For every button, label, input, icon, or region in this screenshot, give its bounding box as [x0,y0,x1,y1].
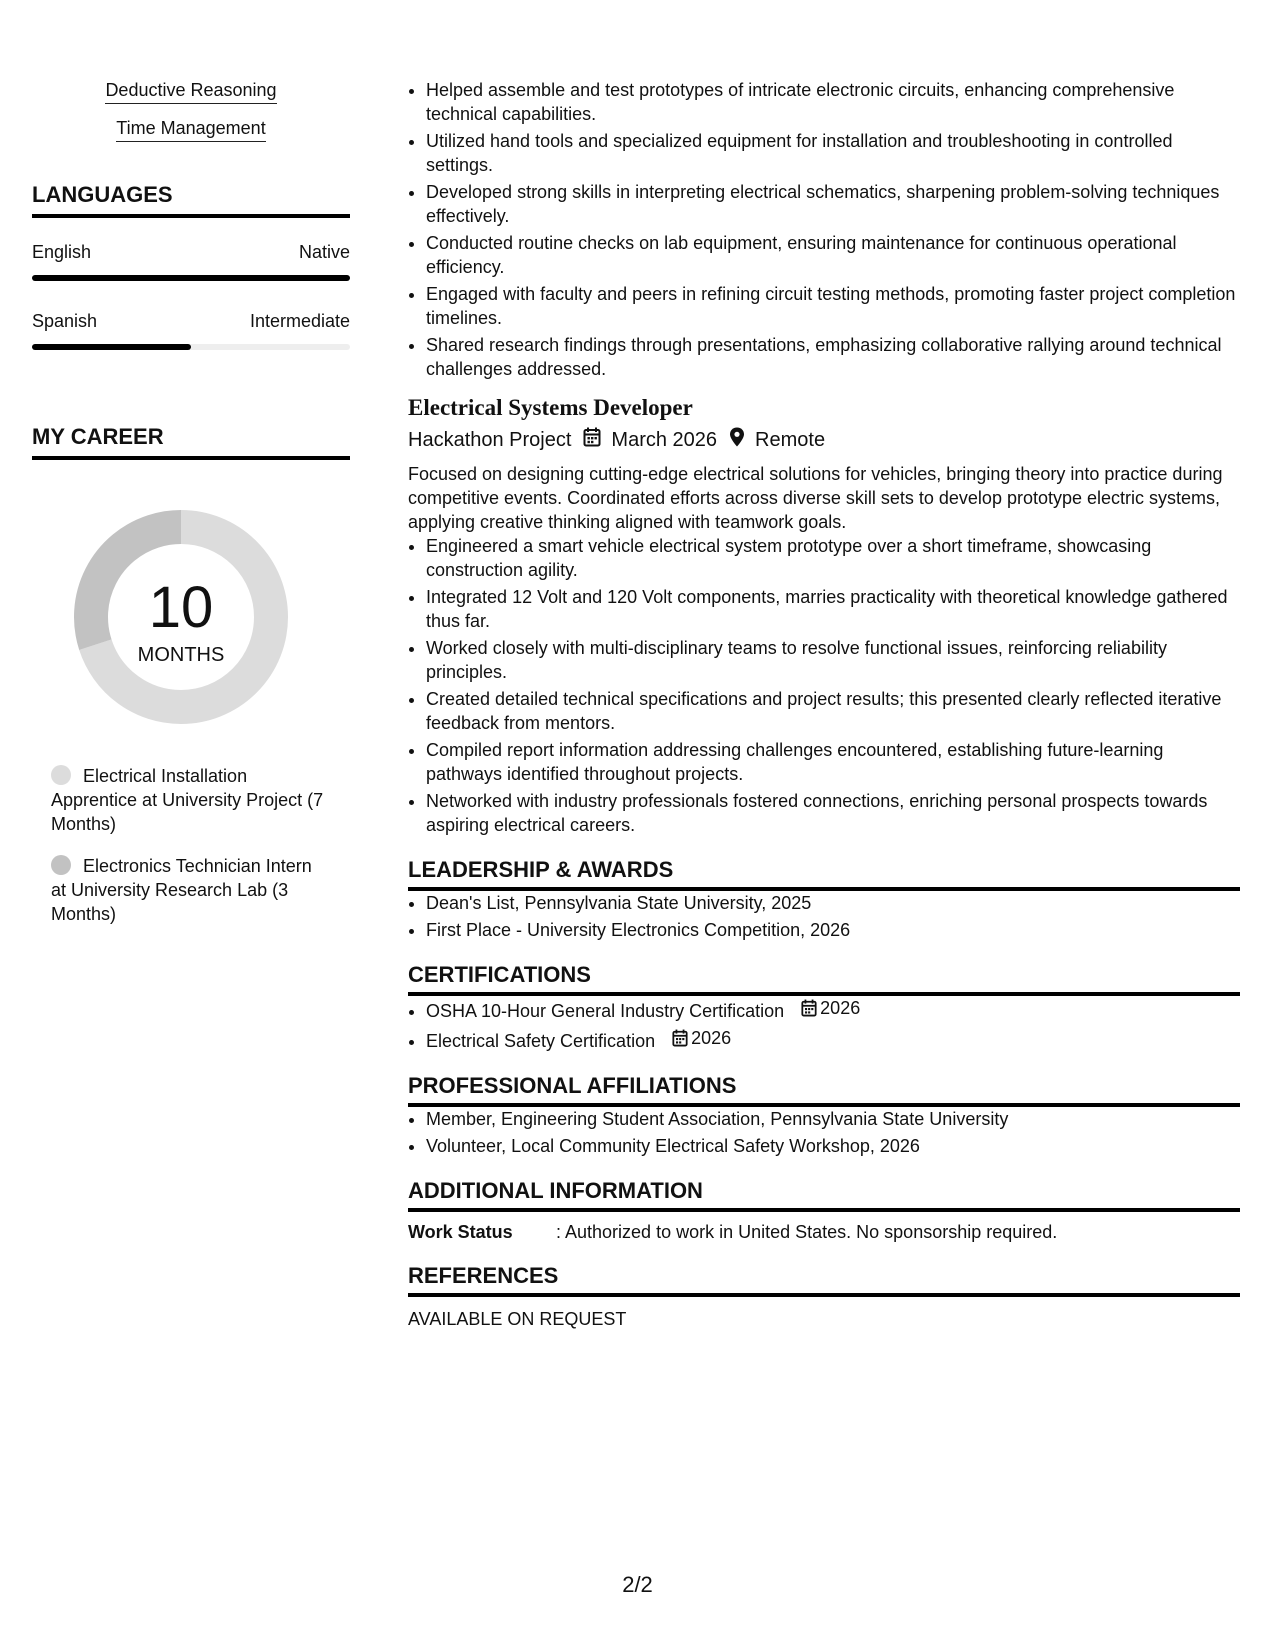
language-english [32,242,350,281]
legend-dot [51,855,71,875]
language-name: English [32,242,92,262]
certification-name: OSHA 10-Hour General Industry Certification [426,1001,785,1021]
list-item: • Compiled report information addressing challenges encountered, establishing future-learning pathways identified throughout projects. [426,738,1240,786]
career-heading: MY CAREER [32,424,350,460]
job-bullets [408,534,1240,837]
list-item: • Integrated 12 Volt and 120 Volt components, marries practicality with theoretical knowledge gathered thus far. [426,585,1240,633]
skill-label: Deductive Reasoning [105,80,276,104]
skill-item [32,80,350,104]
job-company: Hackathon Project [408,428,572,451]
work-status-row [408,1222,1240,1243]
career-legend [32,764,350,926]
job-location: Remote [755,428,826,451]
language-level: Intermediate [249,311,350,331]
leadership-section [408,857,1240,942]
career-legend-label: Electrical Installation Apprentice at University Project (7 Months) [51,766,324,834]
skill-item [32,118,350,142]
additional-info-section [408,1178,1240,1243]
affiliations-heading: PROFESSIONAL AFFILIATIONS [408,1073,1240,1107]
list-item: • Dean's List, Pennsylvania State University, 2025 [426,891,1240,915]
list-item: • Engaged with faculty and peers in refining circuit testing methods, promoting faster project completion timelines. [426,282,1240,330]
job-title: Electrical Systems Developer [408,395,693,420]
leadership-heading: LEADERSHIP & AWARDS [408,857,1240,891]
list-item: • Conducted routine checks on lab equipment, ensuring maintenance for continuous operational efficiency. [426,231,1240,279]
list-item: • Utilized hand tools and specialized equipment for installation and troubleshooting in controlled settings. [426,129,1240,177]
right-column [408,78,1240,1330]
list-item: • Volunteer, Local Community Electrical Safety Workshop, 2026 [426,1134,1240,1158]
list-item: • Networked with industry professionals fostered connections, enriching personal prospects towards aspiring electrical careers. [426,789,1240,837]
language-level: Native [298,242,350,262]
references-heading: REFERENCES [408,1263,1240,1297]
languages-section [32,182,350,350]
languages-heading: LANGUAGES [32,182,350,218]
career-total-number: 10 [148,575,214,640]
certifications-list [408,996,1240,1053]
left-column [32,80,350,940]
list-item [426,996,1240,1023]
job-date: March 2026 [611,428,718,451]
certification-year: 2026 [691,1028,732,1048]
calendar-icon [583,427,601,453]
legend-dot [51,765,71,785]
job-entry [408,395,1240,837]
certification-year-wrap [672,1026,731,1050]
language-proficiency-bar [32,275,350,281]
language-name: Spanish [32,311,98,331]
language-spanish [32,311,350,350]
career-section [32,424,350,926]
list-item: • Worked closely with multi-disciplinary teams to resolve functional issues, reinforcing reliability principles. [426,636,1240,684]
certification-name: Electrical Safety Certification [426,1031,656,1051]
career-donut-chart [66,502,296,732]
language-proficiency-fill [32,275,350,281]
references-text: AVAILABLE ON REQUEST [408,1309,627,1329]
list-item: • Shared research findings through presentations, emphasizing collaborative rallying around technical challenges addressed. [426,333,1240,381]
list-item: • Engineered a smart vehicle electrical system prototype over a short timeframe, showcasing construction agility. [426,534,1240,582]
work-status-value: : Authorized to work in United States. No sponsorship required. [556,1222,1058,1242]
list-item: • Member, Engineering Student Association, Pennsylvania State University [426,1107,1240,1131]
list-item [426,1026,1240,1053]
certification-year-wrap [801,996,860,1020]
job-description: Focused on designing cutting-edge electrical solutions for vehicles, bringing theory into practice during competitive events. Coordinated efforts across diverse skill sets to develop prototype electric systems, applying creative thinking aligned with teamwork goals. [408,464,1223,532]
work-status-label: Work Status [408,1222,513,1242]
page-number: 2/2 [622,1572,653,1597]
career-legend-item [51,854,331,926]
certification-year: 2026 [820,998,861,1018]
career-total-unit: MONTHS [137,644,225,666]
additional-info-heading: ADDITIONAL INFORMATION [408,1178,1240,1212]
affiliations-section [408,1073,1240,1158]
list-item: • Helped assemble and test prototypes of intricate electronic circuits, enhancing comprehensive technical capabilities. [426,78,1240,126]
list-item: • First Place - University Electronics Competition, 2026 [426,918,1240,942]
leadership-list [408,891,1240,942]
certifications-section [408,962,1240,1053]
language-proficiency-fill [32,344,191,350]
job-meta [408,427,1240,453]
certifications-heading: CERTIFICATIONS [408,962,1240,996]
calendar-icon [672,1029,688,1047]
language-proficiency-bar [32,344,350,350]
references-section [408,1263,1240,1330]
career-legend-item [51,764,331,836]
previous-job-bullets [408,78,1240,381]
skill-label: Time Management [116,118,265,142]
career-legend-label: Electronics Technician Intern at University Research Lab (3 Months) [51,856,312,924]
calendar-icon [801,999,817,1017]
affiliations-list [408,1107,1240,1158]
list-item: • Developed strong skills in interpreting electrical schematics, sharpening problem-solving techniques effectively. [426,180,1240,228]
map-pin-icon [729,427,745,453]
list-item: • Created detailed technical specifications and project results; this presented clearly reflected iterative feedback from mentors. [426,687,1240,735]
